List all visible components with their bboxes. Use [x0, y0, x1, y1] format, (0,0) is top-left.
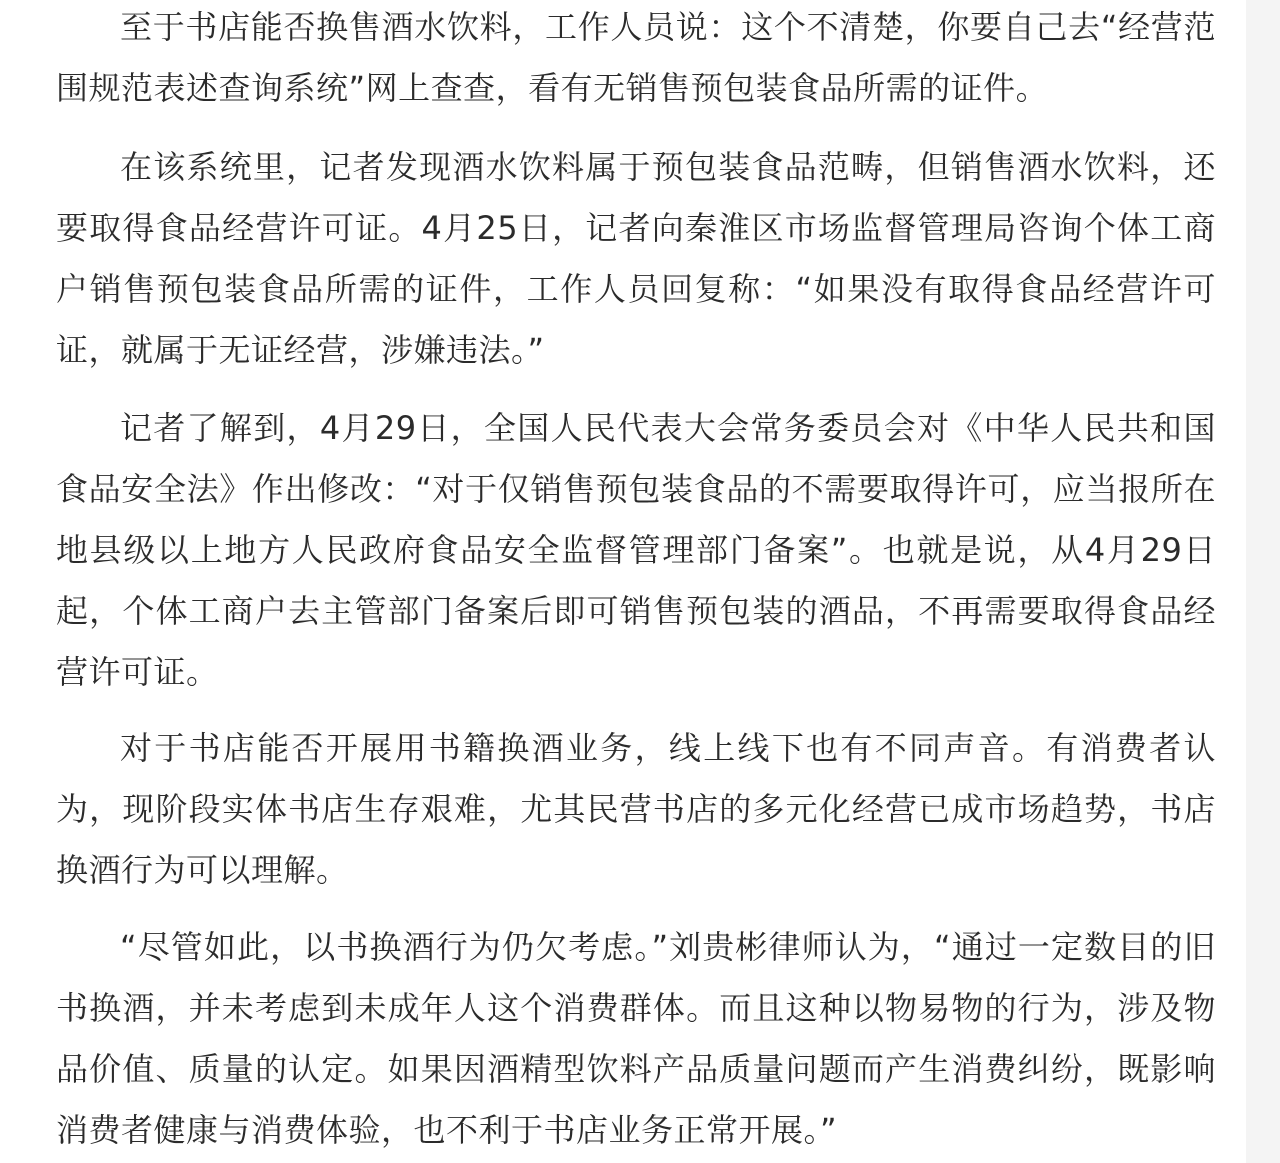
- paragraph-4: 对于书店能否开展用书籍换酒业务，线上线下也有不同声音。有消费者认为，现阶段实体书店生存艰难，尤其民营书店的多元化经营已成市场趋势，书店换酒行为可以理解。: [56, 729, 1216, 889]
- paragraph-5: “尽管如此，以书换酒行为仍欠考虑。”刘贵彬律师认为，“通过一定数目的旧书换酒，并未考虑到未成年人这个消费群体。而且这种以物易物的行为，涉及物品价值、质量的认定。如果因酒精型饮料产品质量问题而产生消费纠纷，既影响消费者健康与消费体验，也不利于书店业务正常开展。”: [56, 928, 1216, 1149]
- paragraph-3: 记者了解到，4月29日，全国人民代表大会常务委员会对《中华人民共和国食品安全法》作出修改：“对于仅销售预包装食品的不需要取得许可，应当报所在地县级以上地方人民政府食品安全监督管理部门备案”。也就是说，从4月29日起，个体工商户去主管部门备案后即可销售预包装的酒品，不再需要取得食品经营许可证。: [56, 409, 1216, 691]
- page-edge: [1246, 0, 1280, 1163]
- paragraph-1: 至于书店能否换售酒水饮料，工作人员说：这个不清楚，你要自己去“经营范围规范表述查询系统”网上查查，看有无销售预包装食品所需的证件。: [56, 8, 1216, 107]
- article-body: [56, 0, 1216, 1163]
- paragraph-2: 在该系统里，记者发现酒水饮料属于预包装食品范畴，但销售酒水饮料，还要取得食品经营许可证。4月25日，记者向秦淮区市场监督管理局咨询个体工商户销售预包装食品所需的证件，工作人员回复称：“如果没有取得食品经营许可证，就属于无证经营，涉嫌违法。”: [56, 148, 1216, 369]
